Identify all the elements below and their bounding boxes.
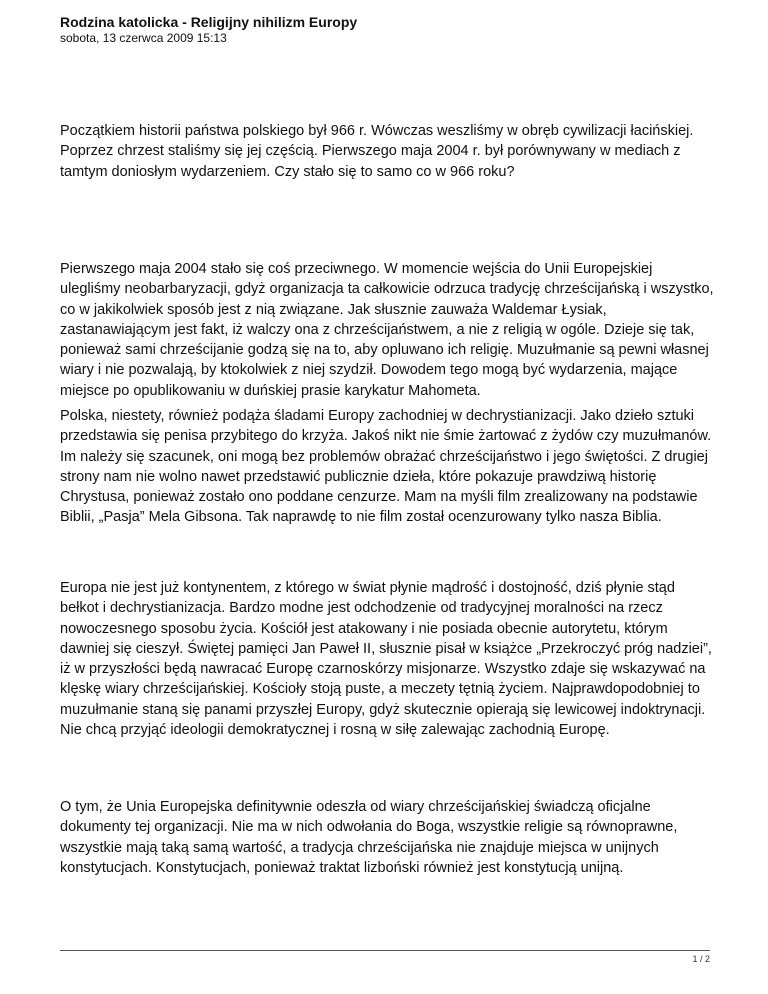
- paragraph-4: Europa nie jest już kontynentem, z którego w świat płynie mądrość i dostojność, dziś płynie stąd bełkot i dechrystianizacja. Bardzo modne jest odchodzenie od tradycyjnej moralności na rzecz nowoczesnego sposobu życia. Kościół jest atakowany i nie posiada obecnie autorytetu, którym dawniej się cieszył. Świętej pamięci Jan Paweł II, słusznie pisał w książce „Przekroczyć próg nadziei”, iż w przyszłości będą nawracać Europę czarnoskórzy misjonarze. Wszystko zdaje się wskazywać na klęskę wiary chrześcijańskiej. Kościoły stoją puste, a meczety tętnią życiem. Najprawdopodobniej to muzułmanie staną się panami przyszłej Europy, gdyż skutecznie opierają się lewicowej indoktrynacji. Nie chcą przyjąć ideologii demokratycznej i rosną w siłę zalewając zachodnią Europę.: [60, 580, 712, 739]
- document-date: sobota, 13 czerwca 2009 15:13: [60, 31, 227, 45]
- document-title: Rodzina katolicka - Religijny nihilizm Europy: [60, 14, 358, 30]
- page-header: [60, 14, 710, 45]
- paragraph-1: Początkiem historii państwa polskiego był 966 r. Wówczas weszliśmy w obręb cywilizacji łacińskiej. Poprzez chrzest staliśmy się jej częścią. Pierwszego maja 2004 r. był porównywany w mediach z tamtym doniosłym wydarzeniem. Czy stało się to samo co w 966 roku?: [60, 123, 694, 180]
- footer-divider: [60, 950, 710, 951]
- paragraph-5: O tym, że Unia Europejska definitywnie odeszła od wiary chrześcijańskiej świadczą oficjalne dokumenty tej organizacji. Nie ma w nich odwołania do Boga, wszystkie religie są równoprawne, wszystkie mają taką samą wartość, a tradycja chrześcijańska nie znajduje miejsca w unijnych konstytucjach. Konstytucjach, ponieważ traktat lizboński również jest konstytucją unijną.: [60, 799, 678, 876]
- paragraph-3: Polska, niestety, również podąża śladami Europy zachodniej w dechrystianizacji. Jako dzieło sztuki przedstawia się penisa przybitego do krzyża. Jakoś nikt nie śmie żartować z żydów czy muzułmanów. Im należy się szacunek, oni mogą bez problemów obrażać chrześcijaństwo i jego świętości. Z drugiej strony nam nie wolno nawet przedstawić publicznie dzieła, które pokazuje prawdziwą historię Chrystusa, ponieważ zostało ono poddane cenzurze. Mam na myśli film zrealizowany na podstawie Biblii, „Pasja” Mela Gibsona. Tak naprawdę to nie film został ocenzurowany tylko nasza Biblia.: [60, 408, 712, 526]
- page-number: 1 / 2: [692, 954, 710, 964]
- paragraph-2: Pierwszego maja 2004 stało się coś przeciwnego. W momencie wejścia do Unii Europejskiej ulegliśmy neobarbaryzacji, gdyż organizacja ta całkowicie odrzuca tradycję chrześcijańską i wszystko, co w jakikolwiek sposób jest z nią związane. Jak słusznie zauważa Waldemar Łysiak, zastanawiającym jest fakt, iż walczy ona z chrześcijaństwem, a nie z religią w ogóle. Dzieje się tak, ponieważ sami chrześcijanie godzą się na to, aby opluwano ich religię. Muzułmanie są pewni własnej wiary i nie pozwalają, by ktokolwiek z niej szydził. Dowodem tego mogą być wydarzenia, mające miejsce po opublikowaniu w duńskiej prasie karykatur Mahometa.: [60, 261, 714, 399]
